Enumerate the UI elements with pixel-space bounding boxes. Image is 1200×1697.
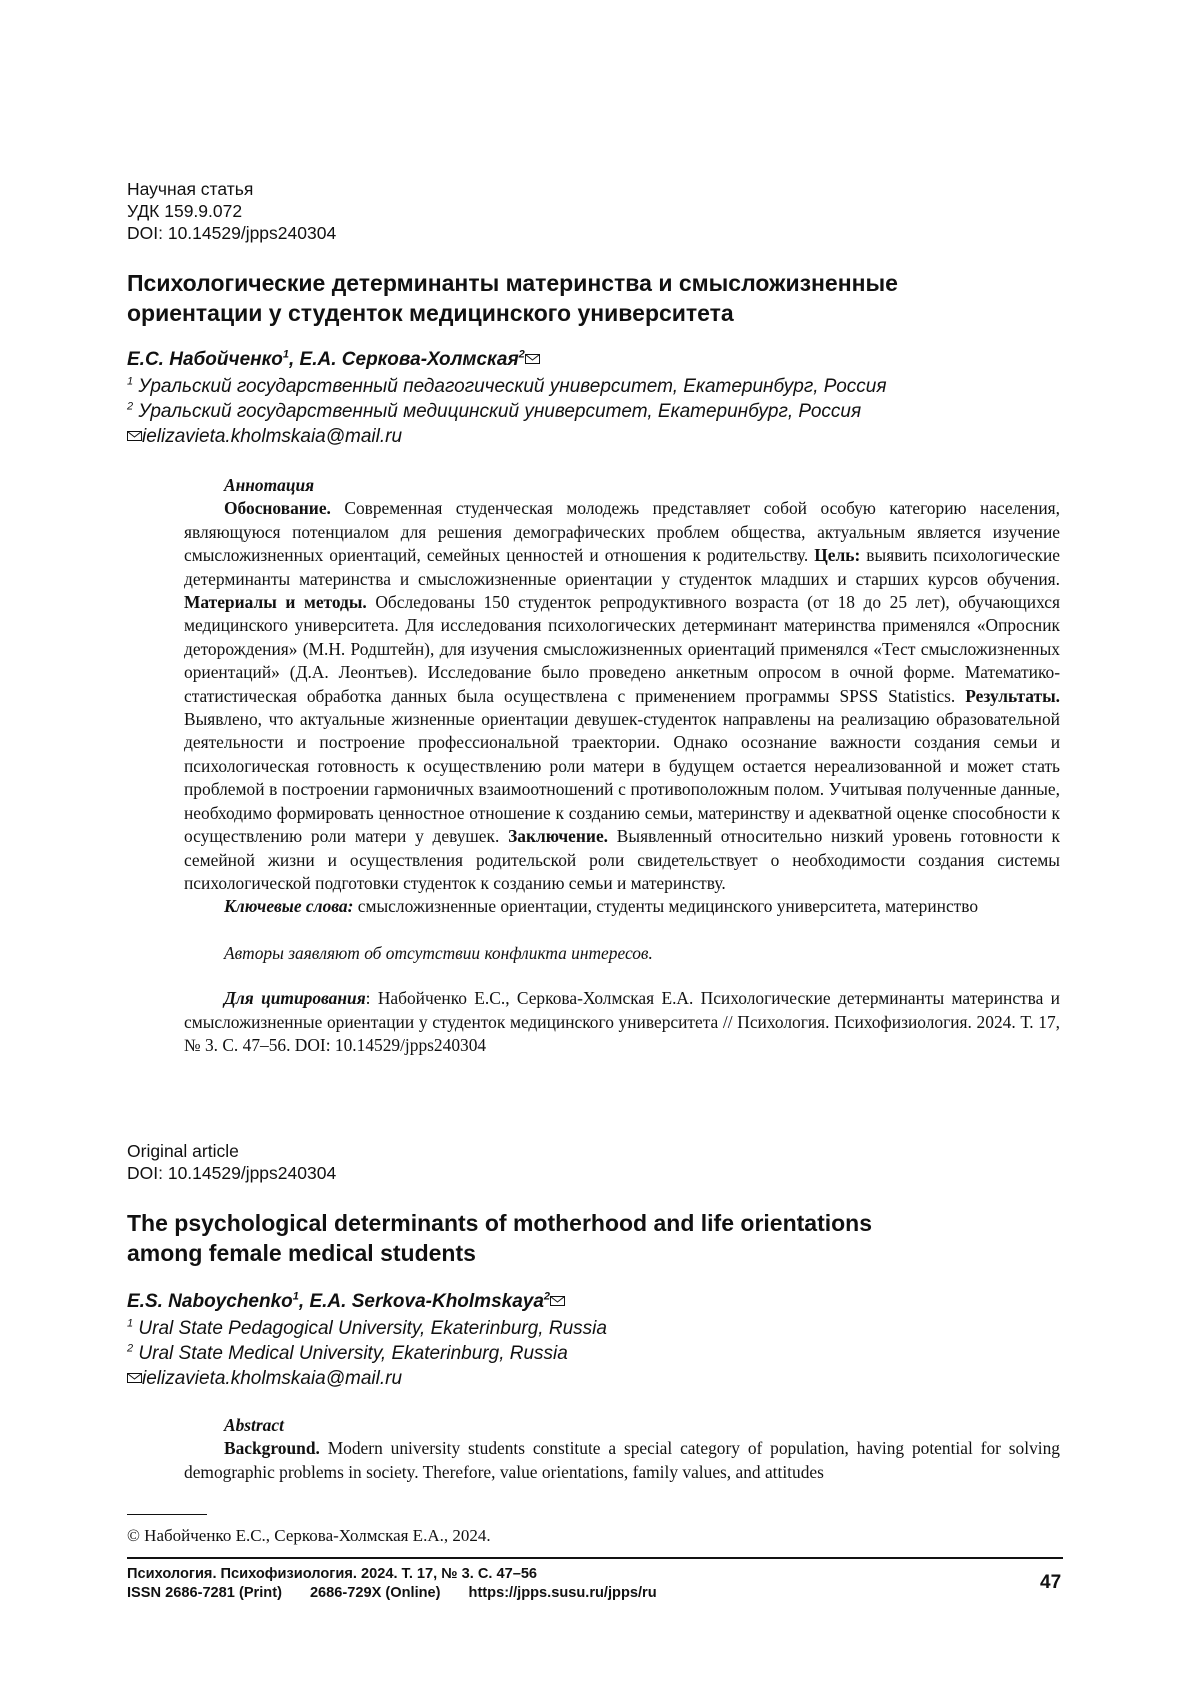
ru-cite-label: Для цитирования xyxy=(224,988,366,1009)
en-affiliation-1 xyxy=(127,1316,607,1341)
en-article-type: Original article xyxy=(127,1141,239,1161)
ru-conclusion-text: Выявленный относительно низкий уровень готовности к семейной жизни и осуществления родительской роли свидетельствует о необходимости создания системы психологической подготовки студенток к созданию семьи и материнству. xyxy=(184,826,1060,893)
ru-affil1-text: Уральский государственный педагогический университет, Екатеринбург, Россия xyxy=(138,376,887,397)
ru-bg-label: Обоснование. xyxy=(224,498,331,519)
en-authors xyxy=(127,1290,565,1314)
en-affiliations xyxy=(127,1316,607,1391)
en-affil2-text: Ural State Medical University, Ekaterinburg, Russia xyxy=(138,1343,568,1364)
ru-doi: DOI: 10.14529/jpps240304 xyxy=(127,223,337,243)
en-article-meta xyxy=(127,1140,336,1184)
ru-abstract-text xyxy=(184,497,1060,895)
ru-results-text: Выявлено, что актуальные жизненные ориентации девушек-студенток направлены на реализацию образовательной деятельности и построение профессиональной траектории. Однако осознание важности создания семьи и психологическая готовность к осуществлению роли матери в будущем остается нереализованной и может стать проблемой в построении гармоничных взаимоотношений с противоположным полом. Учитывая полученные данные, необходимо формировать ценностное отношение к созданию семьи, материнству и адекватной оценке способности к осуществлению роли матери у девушек. xyxy=(184,709,1060,847)
ru-keywords xyxy=(184,895,1060,918)
ru-methods-text: Обследованы 150 студенток репродуктивного возраста (от 18 до 25 лет), обучающихся медицинского университета. Для исследования психологических детерминант материнства применялся «Опросник деторождения» (М.Н. Родштейн), для изучения смысложизненных ориентаций применялся «Тест смысложизненных ориентаций» (Д.А. Леонтьев). Исследование было проведено анкетным опросом в очной форме. Математико-статистическая обработка данных была осуществлена с применением программы SPSS Statistics. xyxy=(184,592,1061,706)
ru-article-type: Научная статья xyxy=(127,179,254,199)
en-title-line-2: among female medical students xyxy=(127,1240,476,1266)
ru-goal-label: Цель: xyxy=(814,545,861,566)
page-number: 47 xyxy=(1040,1572,1062,1593)
journal-citation-line: Психология. Психофизиология. 2024. Т. 17, № 3. С. 47–56 xyxy=(127,1566,538,1582)
en-affil1-text: Ural State Pedagogical University, Ekaterinburg, Russia xyxy=(138,1318,607,1339)
journal-info xyxy=(127,1565,657,1603)
ru-author-2: Е.А. Серкова-Холмская xyxy=(299,349,519,370)
ru-cite-text: : Набойченко Е.С., Серкова-Холмская Е.А. Психологические детерминанты материнства и смысложизненные ориентации у студенток медицинского университета // Психология. Психофизиология. 2024. Т. 17, № 3. С. 47–56. DOI: 10.14529/jpps240304 xyxy=(184,988,1060,1055)
ru-goal-text: выявить психологические детерминанты материнства и смысложизненные ориентации у студенток младших и старших курсов обучения. xyxy=(184,545,1060,589)
en-abstract-heading: Abstract xyxy=(224,1415,284,1435)
ru-methods-label: Материалы и методы. xyxy=(184,592,367,613)
en-title xyxy=(127,1208,1067,1268)
ru-author-1: Е.С. Набойченко xyxy=(127,349,283,370)
en-author-sep: , xyxy=(298,1291,310,1312)
ru-affiliation-1 xyxy=(127,374,887,399)
en-title-line-1: The psychological determinants of motherhood and life orientations xyxy=(127,1210,873,1236)
ru-results-label: Результаты. xyxy=(965,685,1060,706)
issn-print: ISSN 2686-7281 (Print) xyxy=(127,1585,282,1601)
en-doi: DOI: 10.14529/jpps240304 xyxy=(127,1163,337,1183)
ru-conflict xyxy=(184,942,1060,965)
journal-issn-line xyxy=(127,1584,657,1603)
ru-email[interactable]: ielizavieta.kholmskaia@mail.ru xyxy=(142,426,403,447)
ru-affiliations xyxy=(127,374,887,449)
ru-bg-text: Современная студенческая молодежь представляет собой особую категорию населения, являющуюся потенциалом для решения демографических проблем общества, актуальным является изучение смысложизненных ориентаций, семейных ценностей и отношения к родительству. xyxy=(184,498,1060,566)
en-email[interactable]: ielizavieta.kholmskaia@mail.ru xyxy=(142,1368,403,1389)
ru-title-line-2: ориентации у студенток медицинского университета xyxy=(127,300,734,326)
en-bg-text: Modern university students constitute a special category of population, having potential for solving demographic problems in society. Therefore, value orientations, family values, and attitudes xyxy=(184,1438,1060,1482)
issn-online: 2686-729X (Online) xyxy=(309,1585,441,1601)
en-affiliation-2 xyxy=(127,1341,607,1366)
ru-author-sep: , xyxy=(288,349,300,370)
ru-conclusion-label: Заключение. xyxy=(508,826,609,847)
envelope-icon xyxy=(550,1296,565,1306)
en-email-line xyxy=(127,1366,607,1391)
ru-keywords-label: Ключевые слова: xyxy=(224,896,354,917)
en-bg-label: Background. xyxy=(224,1438,320,1459)
en-author-2-sup: 2 xyxy=(543,1290,551,1303)
ru-udk: УДК 159.9.072 xyxy=(127,201,243,221)
ru-affil2-sup: 2 xyxy=(127,400,134,413)
ru-title xyxy=(127,268,1067,328)
ru-authors xyxy=(127,348,540,372)
ru-conflict-text: Авторы заявляют об отсутствии конфликта интересов. xyxy=(224,942,653,963)
ru-keywords-text: смысложизненные ориентации, студенты медицинского университета, материнство xyxy=(353,896,979,917)
ru-abstract-block xyxy=(184,474,1060,1057)
ru-title-line-1: Психологические детерминанты материнства и смысложизненные xyxy=(127,270,898,296)
ru-article-meta xyxy=(127,178,336,244)
envelope-icon xyxy=(525,354,540,364)
footnote-divider xyxy=(127,1514,207,1515)
ru-affil2-text: Уральский государственный медицинский университет, Екатеринбург, Россия xyxy=(138,401,862,422)
en-author-1: E.S. Naboychenko xyxy=(127,1291,293,1312)
footer-rule xyxy=(127,1557,1063,1559)
ru-affiliation-2 xyxy=(127,399,887,424)
ru-author-1-sup: 1 xyxy=(282,348,289,361)
en-author-2: E.A. Serkova-Kholmskaya xyxy=(309,1291,544,1312)
ru-abstract-heading: Аннотация xyxy=(224,475,315,495)
envelope-icon xyxy=(127,431,142,441)
en-affil1-sup: 1 xyxy=(127,1317,134,1330)
journal-url[interactable]: https://jpps.susu.ru/jpps/ru xyxy=(468,1585,657,1601)
ru-author-2-sup: 2 xyxy=(518,348,525,361)
en-abstract-text xyxy=(184,1437,1060,1484)
envelope-icon xyxy=(127,1373,142,1383)
ru-email-line xyxy=(127,424,887,449)
en-affil2-sup: 2 xyxy=(127,1342,134,1355)
en-abstract-block xyxy=(184,1414,1060,1484)
ru-citation xyxy=(184,987,1060,1057)
ru-affil1-sup: 1 xyxy=(127,375,134,388)
en-author-1-sup: 1 xyxy=(292,1290,299,1303)
copyright: © Набойченко Е.С., Серкова-Холмская Е.А., 2024. xyxy=(127,1526,491,1545)
